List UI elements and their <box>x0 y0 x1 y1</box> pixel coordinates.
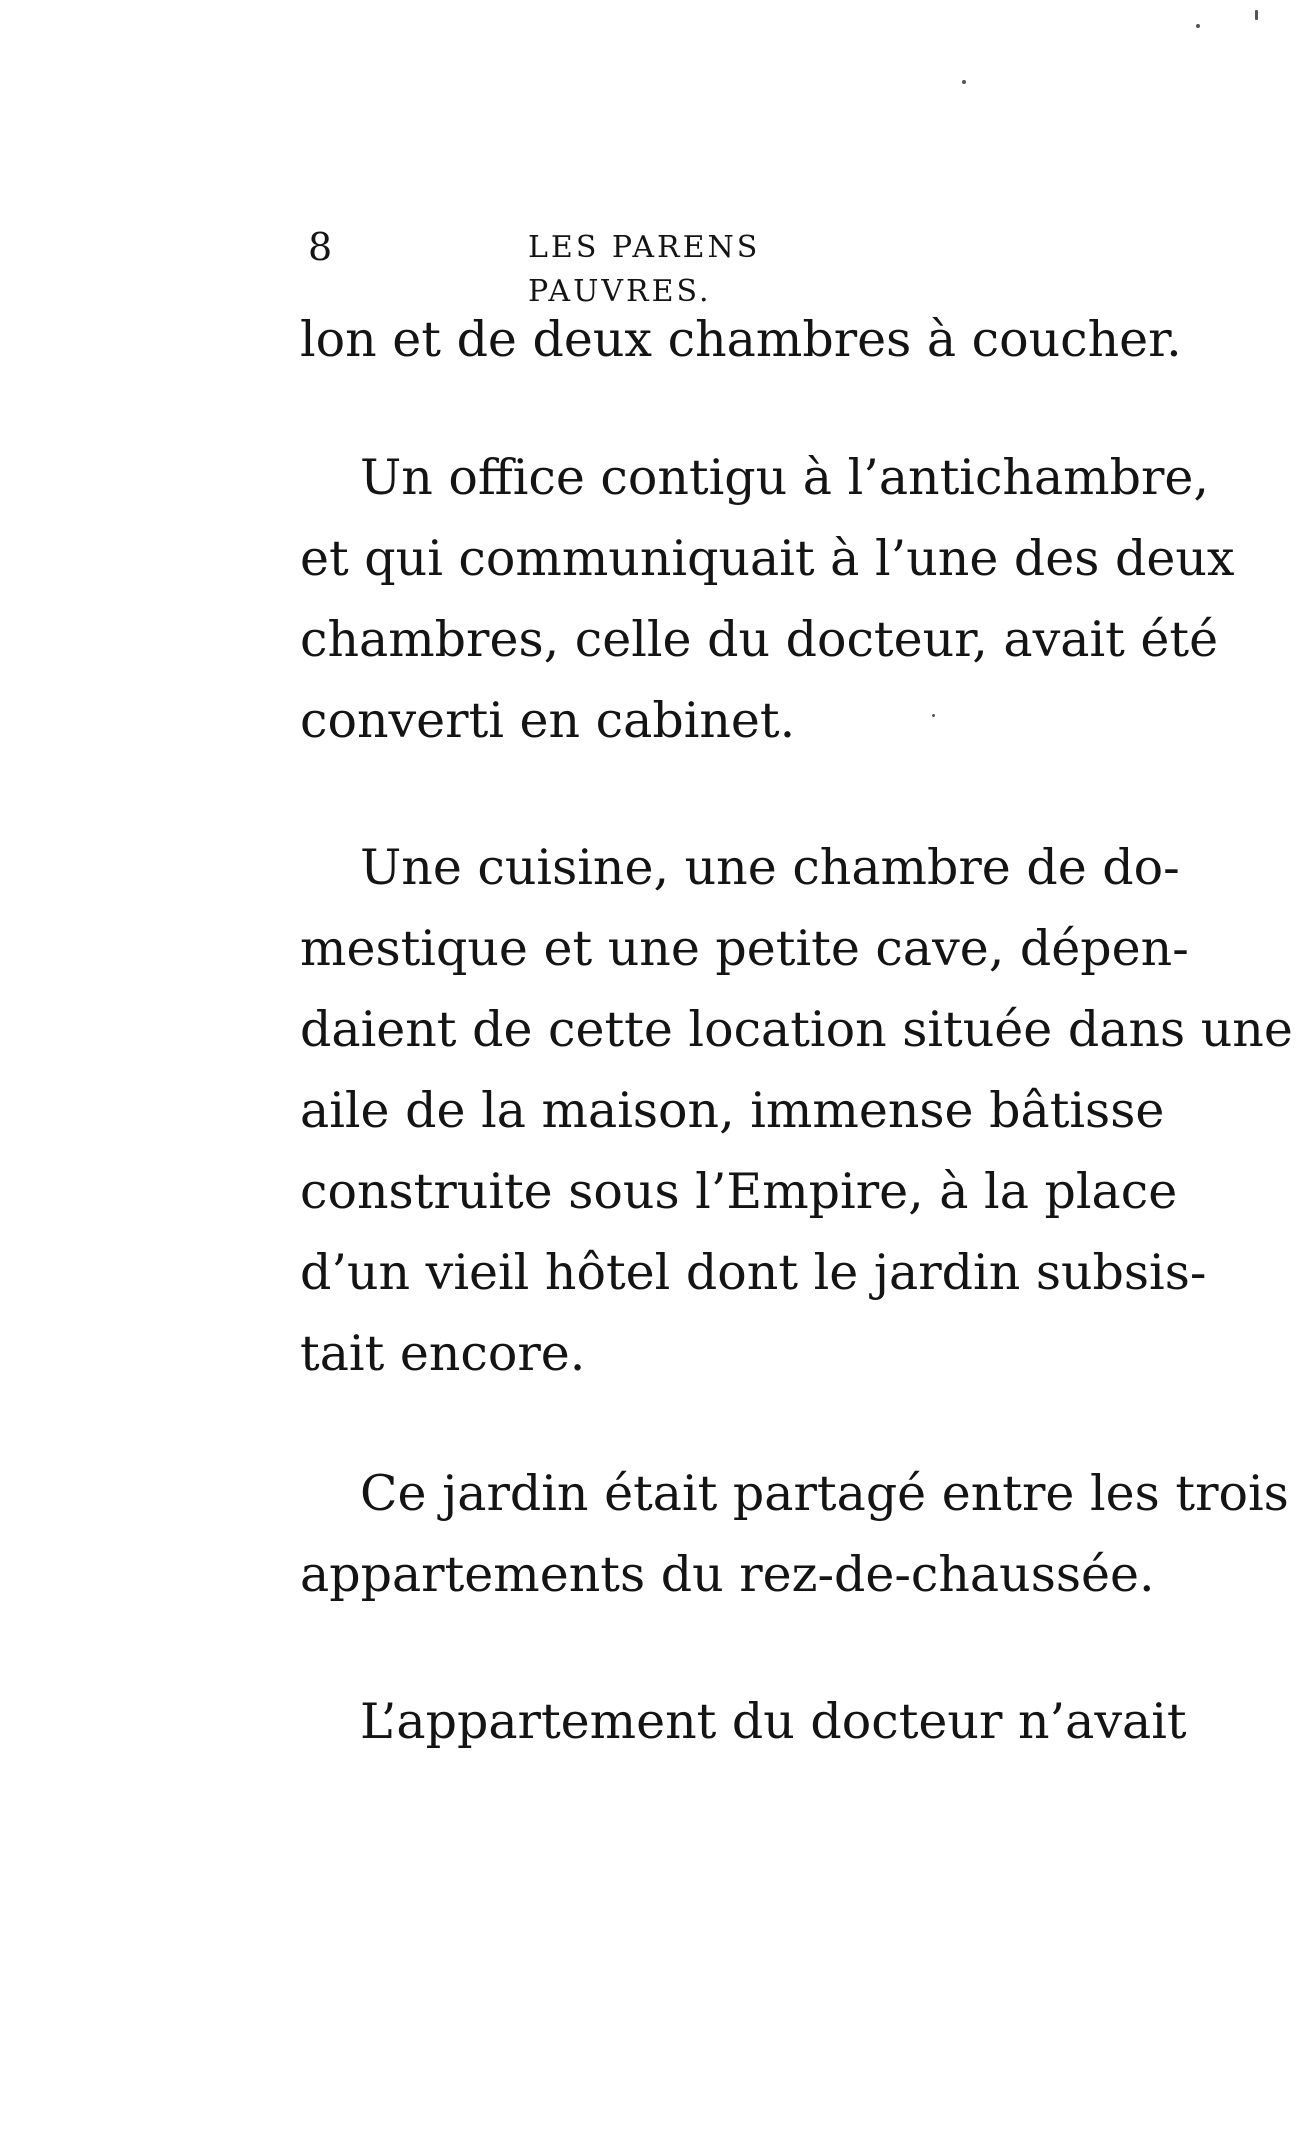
running-title: LES PARENS PAUVRES. <box>528 230 761 309</box>
text-line: aile de la maison, immense bâtisse <box>300 1082 1165 1139</box>
text-line: chambres, celle du docteur, avait été <box>300 611 1219 668</box>
text-line: tait encore. <box>300 1325 586 1382</box>
text-line: et qui communiquait à l’une des deux <box>300 530 1235 587</box>
paper-speck <box>1255 10 1258 20</box>
text-line: lon et de deux chambres à coucher. <box>300 311 1182 368</box>
text-line: Un office contigu à l’antichambre, <box>360 449 1210 506</box>
text-line: daient de cette location située dans une <box>300 1001 1293 1058</box>
text-line: Une cuisine, une chambre de do- <box>360 839 1180 896</box>
paper-speck <box>1196 24 1200 28</box>
text-line: construite sous l’Empire, à la place <box>300 1163 1178 1220</box>
text-line: appartements du rez-de-chaussée. <box>300 1546 1155 1603</box>
page-number: 8 <box>308 225 333 269</box>
paper-speck <box>962 80 966 84</box>
running-head <box>308 222 948 309</box>
text-line: d’un vieil hôtel dont le jardin subsis- <box>300 1244 1207 1301</box>
text-line: Ce jardin était partagé entre les trois <box>360 1465 1289 1522</box>
text-line: mestique et une petite cave, dépen- <box>300 920 1189 977</box>
text-line: converti en cabinet. <box>300 692 796 749</box>
paper-speck <box>932 714 935 717</box>
text-line: L’appartement du docteur n’avait <box>360 1693 1187 1750</box>
